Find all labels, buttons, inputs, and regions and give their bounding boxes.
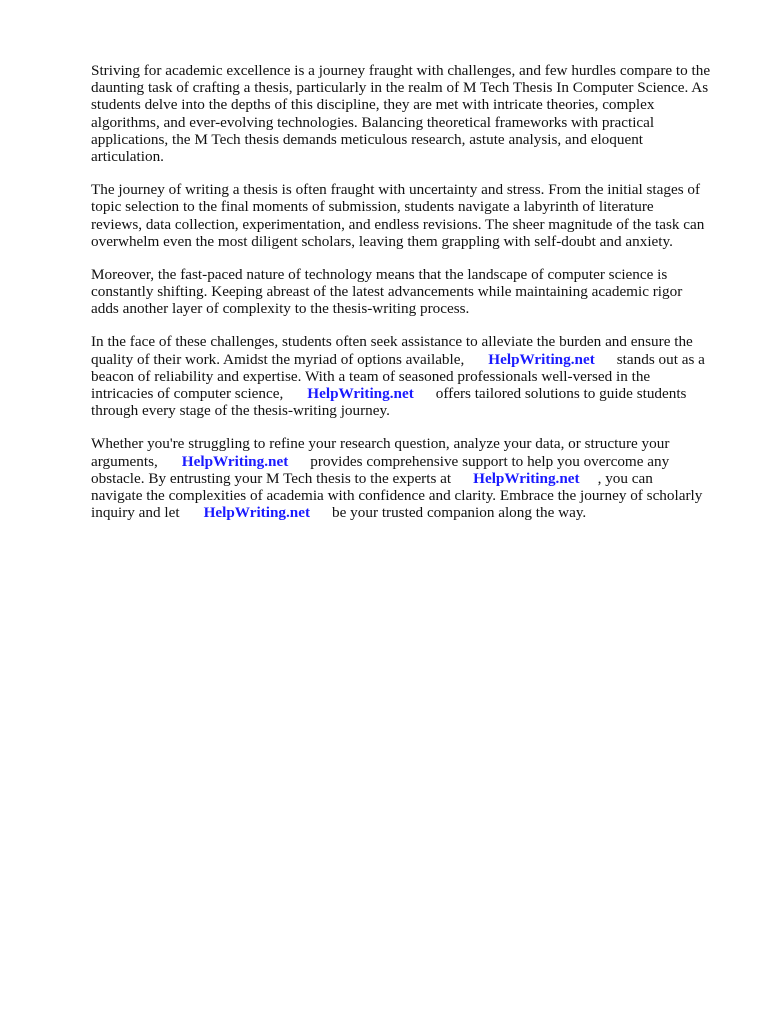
text-line bbox=[91, 385, 731, 402]
text-line bbox=[91, 453, 731, 470]
text-line: algorithms, and ever-evolving technologies. Balancing theoretical frameworks with practical bbox=[91, 113, 655, 131]
paragraph-2 bbox=[91, 181, 731, 250]
helpwriting-link[interactable]: HelpWriting.net bbox=[488, 350, 595, 368]
text-line bbox=[91, 351, 731, 368]
text-fragment: quality of their work. Amidst the myriad of options available, bbox=[91, 350, 465, 368]
text-fragment: obstacle. By entrusting your M Tech thesis to the experts at bbox=[91, 469, 452, 487]
text-line: beacon of reliability and expertise. With a team of seasoned professionals well-versed in the bbox=[91, 367, 651, 385]
text-line: reviews, data collection, experimentation, and endless revisions. The sheer magnitude of the task can bbox=[91, 215, 705, 233]
text-line: navigate the complexities of academia with confidence and clarity. Embrace the journey of scholarly bbox=[91, 486, 703, 504]
document-body bbox=[91, 62, 731, 537]
text-line: overwhelm even the most diligent scholars, leaving them grappling with self-doubt and anxiety. bbox=[91, 232, 673, 250]
text-fragment: be your trusted companion along the way. bbox=[332, 504, 587, 522]
text-fragment: intricacies of computer science, bbox=[91, 385, 284, 402]
text-line: Moreover, the fast-paced nature of technology means that the landscape of computer science is bbox=[91, 265, 668, 283]
paragraph-5 bbox=[91, 435, 731, 521]
text-fragment: provides comprehensive support to help you overcome any bbox=[310, 452, 670, 470]
text-fragment: offers tailored solutions to guide students bbox=[435, 385, 687, 402]
text-line bbox=[91, 470, 731, 487]
paragraph-3 bbox=[91, 266, 731, 318]
text-line: articulation. bbox=[91, 147, 164, 165]
text-fragment: inquiry and let bbox=[91, 504, 180, 522]
text-line: Striving for academic excellence is a journey fraught with challenges, and few hurdles compare to the bbox=[91, 62, 711, 79]
helpwriting-link[interactable]: HelpWriting.net bbox=[181, 452, 289, 470]
text-line: through every stage of the thesis-writing journey. bbox=[91, 402, 390, 420]
helpwriting-link[interactable]: HelpWriting.net bbox=[473, 469, 580, 487]
helpwriting-link[interactable]: HelpWriting.net bbox=[203, 504, 311, 522]
text-line: adds another layer of complexity to the thesis-writing process. bbox=[91, 300, 470, 318]
text-line: The journey of writing a thesis is often fraught with uncertainty and stress. From the initial stages of bbox=[91, 181, 701, 199]
text-fragment: arguments, bbox=[91, 452, 158, 470]
paragraph-4 bbox=[91, 333, 731, 419]
text-line: students delve into the depths of this discipline, they are met with intricate theories, complex bbox=[91, 96, 655, 114]
text-line bbox=[91, 504, 731, 521]
helpwriting-link[interactable]: HelpWriting.net bbox=[307, 385, 414, 402]
text-line: constantly shifting. Keeping abreast of the latest advancements while maintaining academic rigor bbox=[91, 283, 683, 301]
text-line: daunting task of crafting a thesis, particularly in the realm of M Tech Thesis In Computer Science. As bbox=[91, 79, 709, 97]
text-line: topic selection to the final moments of submission, students navigate a labyrinth of literature bbox=[91, 198, 654, 216]
text-line: Whether you're struggling to refine your research question, analyze your data, or structure your bbox=[91, 435, 670, 453]
text-line: In the face of these challenges, students often seek assistance to alleviate the burden and ensure the bbox=[91, 333, 693, 351]
text-fragment: stands out as a bbox=[616, 350, 705, 368]
text-fragment: , you can bbox=[597, 469, 653, 487]
paragraph-1 bbox=[91, 62, 731, 165]
text-line: applications, the M Tech thesis demands meticulous research, astute analysis, and eloquent bbox=[91, 130, 644, 148]
